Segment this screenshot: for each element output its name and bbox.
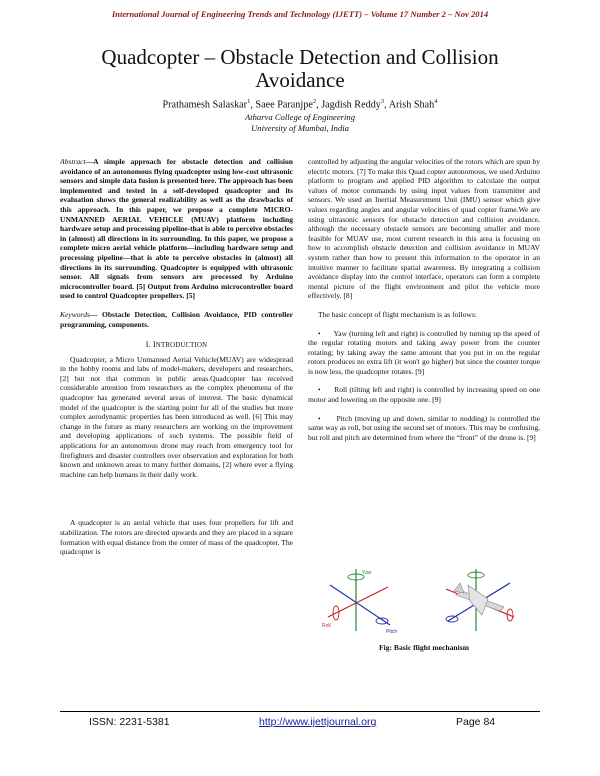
author-name: Prathamesh Salaskar (162, 99, 248, 111)
paper-title: Quadcopter – Obstacle Detection and Collision Avoidance (101, 45, 499, 92)
bullet-symbol: • (318, 385, 321, 395)
figure-caption: Fig: Basic flight mechanism (378, 643, 470, 652)
airplane-diagram (446, 569, 514, 631)
footer-page-number: Page 84 (456, 716, 496, 728)
keywords-label: Keywords (60, 309, 90, 319)
bullet-yaw (308, 329, 540, 377)
pitch-label: Pitch (386, 629, 398, 635)
author-sup: 2 (312, 98, 317, 105)
flight-mechanism-figure (318, 565, 533, 640)
abstract-label: Abstract (60, 157, 86, 166)
right-paragraph-1: controlled by adjusting the angular velocities of the rotors which are spun by electric motors. [7] To make this Quad copter autonomous, we used Arduino platform to program and applied PID algorithm to calculate the output values of motor commands by using input values from transmitter and sensors. We used an Inertial Measurement Unit (IMU) sensor which give values regarding angles and angular velocities of quad copter frame.We are using ultrasonic sensors for obstacle detection and collision avoidance, although the necessary obstacle sensors are becoming smaller and more feasible for MUAV use, most current research in this area is focusing on how to accomplish obstacle detection and collision avoidance in MUAV system rather than how to present this information to the operator in an intuitive manner to facilitate spatial awareness. By integrating a collision avoidance display into the control interface, operators can form a complete mental picture of the flight environment and pilot the vehicle more effectively. [8] (308, 157, 540, 301)
bullet-roll (308, 385, 540, 404)
author-sup: 1 (247, 98, 251, 105)
column-gap (60, 488, 293, 518)
affiliation (0, 112, 600, 133)
footer-divider (60, 711, 540, 712)
author-name: Arish Shah (388, 99, 435, 111)
bullet-symbol: • (318, 413, 321, 423)
author-line: Prathamesh Salaskar$^1$, Saee Paranjpe$^2$, Jagdish Reddy$^3$, Arish Shah$^4$ (162, 98, 438, 111)
journal-header: International Journal of Engineering Trends and Technology (IJETT) – Volume 17 Number 2 – Nov 2014 (111, 9, 489, 19)
axes-diagram (322, 569, 397, 635)
intro-paragraph-2: A quadcopter is an aerial vehicle that uses four propellers for lift and stabilization. The rotors are directed upwards and they are placed in a square formation with equal distance from the center of mass of the quadcopter. The quadcopter is (60, 518, 293, 557)
section-heading-introduction (60, 340, 293, 351)
affiliation-university: University of Mumbai, India (251, 122, 349, 133)
intro-paragraph-1: Quadcopter, a Micro Unmanned Aerial Vehicle(MUAV) are widespread in the hobby rooms and labs of model-makers, developers and researchers, [2] but not that common in public areas.Quadcopter has received considerable attention from researchers as the complex phenomena of the quadcopter has generated several areas of interest. The basic dynamical model of the quadcopter is the starting point for all of the studies but more complex aerodynamic properties has been introduced as well. [6] This may change in the future as many researchers are working on the improvement and developing applications of such systems. The possible field of applications for an autonomous drone may reach from emergency tool for firefighters and disaster controllers over observation and exploration for both known and unknown areas to many further domains, [2] where ever a flying machine can help humans in their daily work. (60, 354, 293, 479)
bullet-roll-text: Roll (tilting left and right) is controlled by increasing speed on one motor and lowering on the opposite one. [9] (308, 385, 540, 405)
keywords-text: — Obstacle Detection, Collision Avoidance, PID controller programming, components. (60, 309, 293, 329)
abstract-text: —A simple approach for obstacle detection and collision avoidance of an autonomous flying quadcopter using low-cost ultrasonic sensors and simple data fusion is presented here. The approach has been implemented and tested in a self-developed quadcopter and its evaluation shows the general realizability as well as the drawbacks of this approach. In this paper, we propose a complete MICRO-UNMANNED AERIAL VEHICLE (MUAV) platform including hardware setup and processing pipeline-that is able to perceive obstacles in (almost) all directions in its surrounding. In this paper, we propose a complete micro aerial vehicle platform—including hardware setup and processing pipeline—that is able to perceive obstacles in (almost) all directions in its surrounding. Quadcopter is equipped with ultrasonic sensor. All signals from sensors are processed by Arduino microcontroller board. [5] Output from Arduino microcontroller board used to control Quadcopter propellers. [5] (60, 157, 293, 301)
footer-issn: ISSN: 2231-5381 (89, 716, 170, 728)
footer-journal-link[interactable]: http://www.ijettjournal.org (259, 716, 377, 728)
plane-wing (468, 585, 488, 615)
affiliation-college: Atharva College of Engineering (244, 112, 356, 122)
right-paragraph-2: The basic concept of flight mechanism is as follows: (318, 309, 477, 319)
bullet-pitch (308, 414, 540, 443)
section-numeral: I. (145, 340, 151, 350)
bullet-symbol: • (318, 328, 321, 338)
bullet-pitch-text: Pitch (moving up and down, similar to nodding) is controlled the same way as roll, but using the second set of motors. This may be confusing, but roll and pitch are determined from where the “front” of the drone is. [9] (308, 413, 540, 442)
author-sup: 4 (434, 98, 438, 105)
roll-label: Roll (322, 623, 331, 629)
keywords (60, 310, 293, 329)
author-sup: 3 (380, 98, 385, 105)
right-column (308, 157, 540, 451)
author-name: Jagdish Reddy (321, 99, 381, 111)
roll-axis (328, 587, 388, 617)
plane-tail (454, 583, 464, 593)
section-heading-rest: NTRODUCTION (155, 342, 208, 350)
bullet-yaw-text: Yaw (turning left and right) is controlled by turning up the speed of the regular rotating motors and taking away power from the counter rotating; by taking away the same amount that you put in on the regular rotors produces no extra lift (it won't go higher) but since the counter torque is now less, the quadcopter rotates. [9] (308, 328, 540, 376)
yaw-label: Yaw (362, 570, 372, 576)
pitch-rotation-arc (376, 618, 388, 624)
section-heading-first: I (153, 340, 156, 350)
left-column (60, 157, 293, 566)
author-name: Saee Paranjpe (255, 99, 313, 111)
abstract (60, 157, 293, 301)
